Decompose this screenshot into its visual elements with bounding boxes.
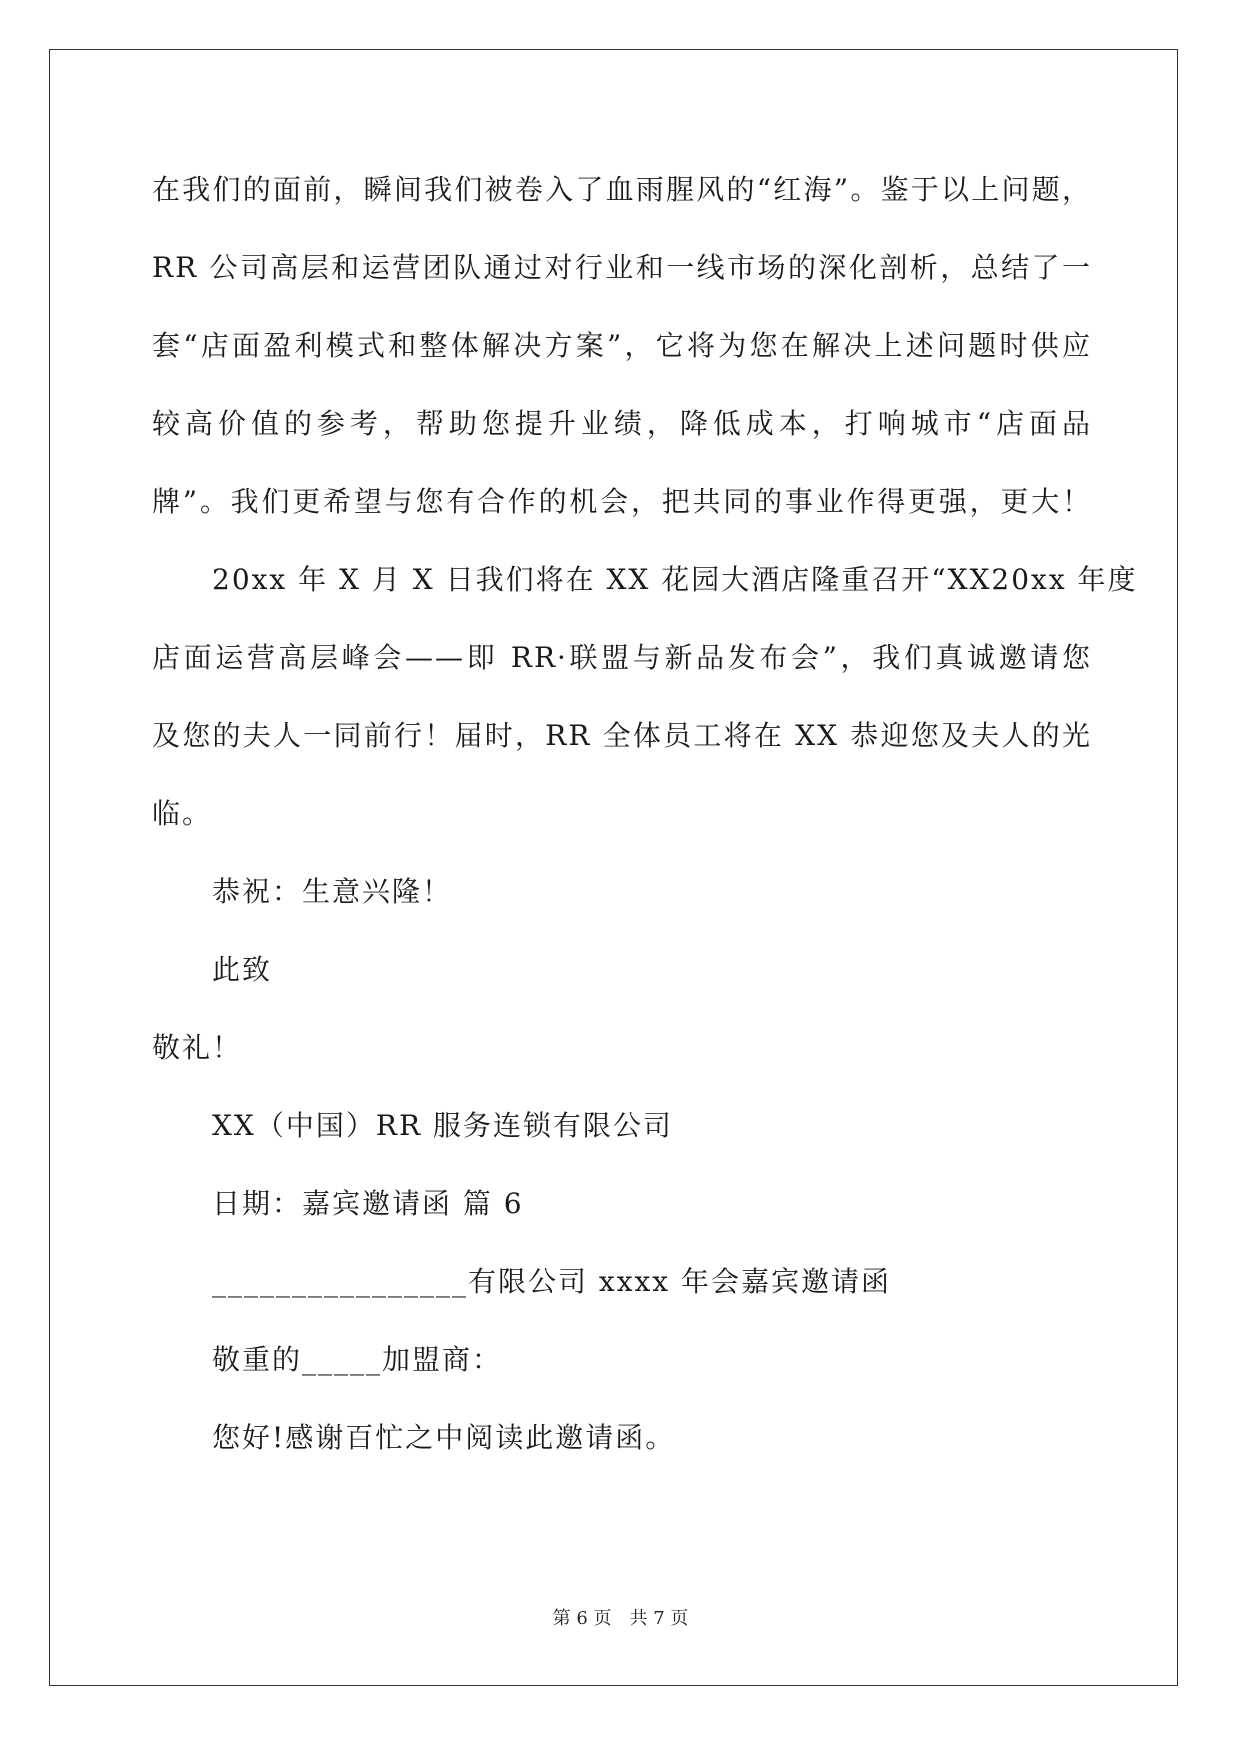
opening-line: 您好!感谢百忙之中阅读此邀请函。: [212, 1421, 676, 1454]
paragraph-line: 及您的夫人一同前行！届时，RR 全体员工将在 XX 恭迎您及夫人的光: [152, 719, 1092, 752]
paragraph-line: 临。: [152, 797, 213, 830]
paragraph-line: 较高价值的参考，帮助您提升业绩，降低成本，打响城市“店面品: [152, 407, 1092, 440]
paragraph-line: 套“店面盈利模式和整体解决方案”，它将为您在解决上述问题时供应: [152, 329, 1092, 362]
invitation-title: ________________有限公司 xxxx 年会嘉宾邀请函: [212, 1265, 891, 1298]
paragraph-line: 牌”。我们更希望与您有合作的机会，把共同的事业作得更强，更大！: [152, 485, 1092, 518]
page-total: 共 7 页: [629, 1608, 689, 1629]
paragraph-line: RR 公司高层和运营团队通过对行业和一线市场的深化剖析，总结了一: [152, 251, 1092, 284]
salutation-line: 敬礼！: [152, 1031, 243, 1064]
paragraph-line: 20xx 年 X 月 X 日我们将在 XX 花园大酒店隆重召开“XX20xx 年度: [212, 563, 1138, 596]
paragraph-line: 在我们的面前，瞬间我们被卷入了血雨腥风的“红海”。鉴于以上问题，: [152, 173, 1092, 206]
page-footer: [0, 1607, 1241, 1631]
paragraph-line: 店面运营高层峰会——即 RR·联盟与新品发布会”，我们真诚邀请您: [152, 641, 1092, 674]
greeting-line: 恭祝：生意兴隆！: [212, 875, 453, 908]
page-number: 第 6 页: [552, 1608, 612, 1629]
closing-line: 此致: [212, 953, 273, 986]
company-name: XX（中国）RR 服务连锁有限公司: [212, 1109, 673, 1142]
addressee-line: 敬重的_____加盟商：: [212, 1343, 503, 1376]
date-line: 日期：嘉宾邀请函 篇 6: [212, 1187, 524, 1220]
